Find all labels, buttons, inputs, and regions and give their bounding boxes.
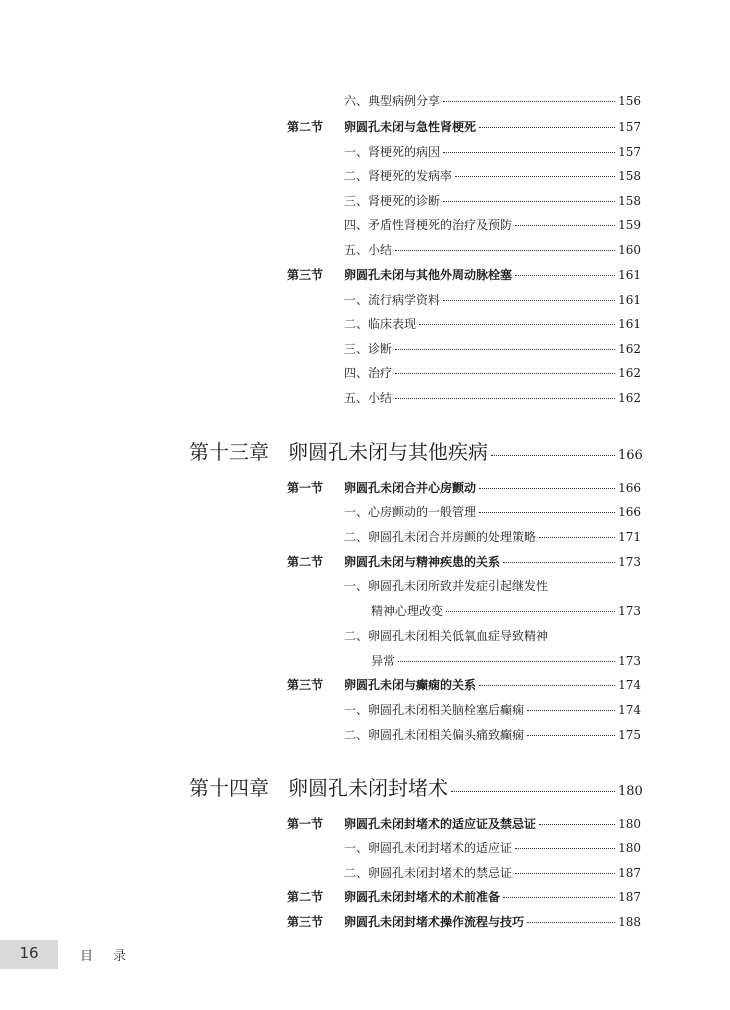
page-number: 180: [618, 841, 641, 855]
page-number: 157: [618, 120, 641, 134]
page-number: 158: [618, 194, 641, 208]
page-number: 166: [618, 448, 643, 463]
section-label: 第一节: [287, 817, 324, 831]
toc-entry[interactable]: [344, 167, 641, 184]
dot-leader: [479, 512, 615, 513]
dot-leader: [443, 152, 615, 153]
page-number: 174: [618, 678, 641, 692]
toc-entry[interactable]: [344, 701, 641, 718]
dot-leader: [395, 373, 615, 374]
dot-leader: [395, 398, 615, 399]
toc-entry[interactable]: [344, 216, 641, 233]
chapter-label: 第十三章: [189, 440, 269, 464]
toc-entry[interactable]: [344, 364, 641, 381]
toc-section[interactable]: [344, 479, 641, 496]
dot-leader: [395, 250, 615, 251]
dot-leader: [451, 791, 615, 792]
entry-title: 二、临床表现: [344, 317, 417, 331]
dot-leader: [527, 735, 615, 736]
toc-entry[interactable]: [344, 839, 641, 856]
page-number: 162: [618, 366, 641, 380]
toc-section[interactable]: [344, 815, 641, 832]
toc-section[interactable]: [344, 266, 641, 283]
dot-leader: [443, 101, 615, 102]
page-number: 159: [618, 218, 641, 232]
entry-title: 四、治疗: [344, 366, 393, 380]
dot-leader: [479, 685, 615, 686]
section-title: 卵圆孔未闭与其他外周动脉栓塞: [344, 268, 513, 282]
page-number: 160: [618, 243, 641, 257]
page-number: 171: [618, 530, 641, 544]
toc-entry[interactable]: [344, 627, 548, 644]
page-number: 175: [618, 728, 641, 742]
entry-title: 二、卵圆孔未闭封堵术的禁忌证: [344, 866, 513, 880]
dot-leader: [515, 848, 615, 849]
toc-entry[interactable]: [344, 726, 641, 743]
entry-title: 一、肾梗死的病因: [344, 145, 441, 159]
entry-title: 一、心房颤动的一般管理: [344, 505, 477, 519]
entry-title: 一、卵圆孔未闭相关脑栓塞后癫痫: [344, 703, 525, 717]
dot-leader: [503, 562, 615, 563]
toc-entry[interactable]: [344, 503, 641, 520]
toc-entry[interactable]: [344, 315, 641, 332]
section-label: 第二节: [287, 555, 324, 569]
page-number: 156: [618, 94, 641, 108]
section-label: 第三节: [287, 915, 324, 929]
page-number: 162: [618, 391, 641, 405]
page-number: 180: [618, 784, 643, 799]
page-number: 157: [618, 145, 641, 159]
page-number: 174: [618, 703, 641, 717]
toc-entry[interactable]: [344, 528, 641, 545]
entry-title: 六、典型病例分享: [344, 94, 441, 108]
dot-leader: [503, 897, 615, 898]
entry-title: 三、诊断: [344, 342, 393, 356]
toc-section[interactable]: [344, 118, 641, 135]
toc-entry[interactable]: [344, 389, 641, 406]
dot-leader: [539, 824, 615, 825]
toc-entry[interactable]: [344, 864, 641, 881]
dot-leader: [398, 661, 615, 662]
entry-title: 异常: [371, 654, 396, 668]
dot-leader: [443, 300, 615, 301]
page-number: 161: [618, 268, 641, 282]
page-number: 166: [618, 505, 641, 519]
page-number: 162: [618, 342, 641, 356]
section-title: 卵圆孔未闭与精神疾患的关系: [344, 555, 501, 569]
toc-entry[interactable]: [344, 291, 641, 308]
page-number: 166: [618, 481, 641, 495]
entry-title: 精神心理改变: [371, 604, 444, 618]
toc-entry[interactable]: [344, 577, 548, 594]
section-title: 卵圆孔未闭封堵术的术前准备: [344, 890, 501, 904]
section-label: 第二节: [287, 120, 324, 134]
chapter-label: 第十四章: [189, 776, 269, 800]
toc-chapter[interactable]: [288, 772, 641, 801]
toc-entry-continuation[interactable]: [371, 602, 641, 619]
section-label: 第二节: [287, 890, 324, 904]
toc-entry[interactable]: [344, 92, 641, 109]
entry-title: 一、卵圆孔未闭所致并发症引起继发性: [344, 579, 549, 593]
chapter-title: 卵圆孔未闭与其他疾病: [288, 440, 488, 464]
page-number: 173: [618, 654, 641, 668]
dot-leader: [479, 127, 615, 128]
dot-leader: [455, 176, 615, 177]
toc-section[interactable]: [344, 676, 641, 693]
footer-page-number: 16: [19, 944, 39, 962]
entry-title: 二、卵圆孔未闭相关低氧血症导致精神: [344, 629, 549, 643]
dot-leader: [446, 611, 615, 612]
entry-title: 三、肾梗死的诊断: [344, 194, 441, 208]
entry-title: 一、流行病学资料: [344, 293, 441, 307]
page-number: 161: [618, 293, 641, 307]
dot-leader: [515, 873, 615, 874]
toc-entry[interactable]: [344, 340, 641, 357]
entry-title: 五、小结: [344, 243, 393, 257]
toc-section[interactable]: [344, 553, 641, 570]
dot-leader: [491, 455, 615, 456]
section-label: 第三节: [287, 678, 324, 692]
page-number: 187: [618, 890, 641, 904]
section-title: 卵圆孔未闭封堵术的适应证及禁忌证: [344, 817, 537, 831]
entry-title: 四、矛盾性肾梗死的治疗及预防: [344, 218, 513, 232]
toc-section[interactable]: [344, 888, 641, 905]
section-label: 第一节: [287, 481, 324, 495]
page-number: 180: [618, 817, 641, 831]
entry-title: 二、卵圆孔未闭相关偏头痛致癫痫: [344, 728, 525, 742]
dot-leader: [527, 710, 615, 711]
chapter-title: 卵圆孔未闭封堵术: [288, 776, 448, 800]
dot-leader: [419, 324, 615, 325]
entry-title: 二、卵圆孔未闭合并房颤的处理策略: [344, 530, 537, 544]
toc-chapter[interactable]: [288, 436, 641, 465]
page-number: 188: [618, 915, 641, 929]
page-number: 161: [618, 317, 641, 331]
toc-entry[interactable]: [344, 143, 641, 160]
dot-leader: [479, 488, 615, 489]
page-number: 158: [618, 169, 641, 183]
dot-leader: [527, 922, 615, 923]
toc-section[interactable]: [344, 913, 641, 930]
page-number: 173: [618, 604, 641, 618]
dot-leader: [539, 537, 615, 538]
footer-section-label: 目 录: [80, 949, 135, 964]
toc-entry[interactable]: [344, 241, 641, 258]
dot-leader: [515, 225, 615, 226]
toc-entry[interactable]: [344, 192, 641, 209]
toc-entry-continuation[interactable]: [371, 652, 641, 669]
entry-title: 五、小结: [344, 391, 393, 405]
dot-leader: [443, 201, 615, 202]
section-title: 卵圆孔未闭与急性肾梗死: [344, 120, 477, 134]
section-title: 卵圆孔未闭封堵术操作流程与技巧: [344, 915, 525, 929]
page-number: 187: [618, 866, 641, 880]
dot-leader: [395, 349, 615, 350]
dot-leader: [515, 275, 615, 276]
page-number: 173: [618, 555, 641, 569]
section-title: 卵圆孔未闭与癫痫的关系: [344, 678, 477, 692]
entry-title: 一、卵圆孔未闭封堵术的适应证: [344, 841, 513, 855]
entry-title: 二、肾梗死的发病率: [344, 169, 453, 183]
section-label: 第三节: [287, 268, 324, 282]
section-title: 卵圆孔未闭合并心房颤动: [344, 481, 477, 495]
